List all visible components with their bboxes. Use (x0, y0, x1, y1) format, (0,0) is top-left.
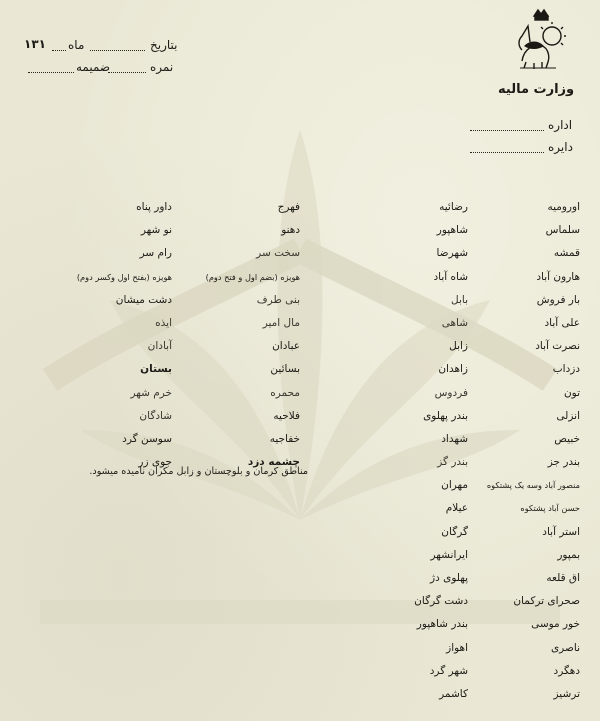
list-item: رام سر (139, 247, 172, 260)
list-item: کاشمر (439, 687, 468, 700)
office-field-line[interactable] (470, 130, 544, 131)
list-item: سخت سر (256, 247, 300, 260)
list-item: مهران (441, 479, 468, 492)
column-1-list (450, 196, 580, 706)
list-item: آبادان (147, 340, 172, 353)
list-item: بندر جز (547, 456, 580, 469)
list-item: خفاجیه (269, 432, 300, 445)
list-item: پهلوی دژ (430, 572, 468, 584)
list-item: هویزه (بفتح اول وکسر دوم) (76, 271, 172, 282)
column-2-list (358, 196, 468, 706)
list-item: مال امیر (262, 316, 300, 329)
list-item: زابل (449, 340, 468, 353)
list-item: دشت گرگان (414, 595, 468, 608)
column-4-list (22, 196, 172, 474)
attachment-label: ضمیمه (76, 60, 111, 74)
list-item: بنی طرف (256, 293, 300, 306)
list-item: بار فروش (536, 293, 580, 306)
list-item: محمره (270, 386, 300, 399)
list-item: عبادان (272, 340, 300, 353)
list-item: تون (563, 386, 580, 399)
list-item: حسن آباد پشتکوه (520, 503, 580, 514)
list-item: فلاحیه (273, 409, 300, 422)
list-item: قمشه (553, 247, 580, 260)
list-item: بندر گز (437, 456, 468, 469)
year-value: ۱۳۱ (24, 37, 46, 51)
attachment-field-line[interactable] (28, 72, 74, 73)
list-item: بستان (140, 363, 172, 376)
month-label: ماه (68, 38, 85, 52)
list-item: سوسن گرد (122, 432, 172, 445)
date-label: بتاریخ (150, 38, 178, 52)
list-item: نصرت آباد (535, 340, 580, 353)
office-label: اداره (548, 118, 573, 132)
list-item: ایرانشهر (430, 548, 468, 561)
number-label: نمره (150, 60, 174, 74)
list-item: هویزه (بضم اول و فتح دوم) (205, 271, 300, 282)
list-item: بندر شاهپور (416, 618, 468, 631)
list-item: اهواز (446, 641, 468, 654)
list-item: دشت میشان (115, 293, 172, 306)
list-item: زاهدان (438, 363, 468, 376)
number-field-line[interactable] (108, 72, 146, 73)
list-item: شهرضا (436, 247, 468, 260)
list-item: شاهپور (436, 224, 468, 237)
lion-and-sun-emblem (512, 6, 570, 74)
list-item: جوی زر (138, 456, 172, 469)
list-item: ترشیز (553, 687, 580, 700)
list-item: هارون آباد (536, 270, 580, 283)
department-label: دایره (548, 140, 573, 154)
column-3-list (170, 196, 300, 474)
list-item: نو شهر (140, 224, 172, 237)
list-item: شهر گرد (429, 664, 468, 677)
list-item: بابل (451, 293, 468, 306)
list-item: بسائین (270, 363, 300, 376)
list-item: فردوس (434, 386, 468, 399)
list-item: خبیص (554, 432, 580, 445)
list-item: چشمه دزد (247, 456, 300, 469)
list-item: انزلی (556, 409, 580, 422)
list-item: خرم شهر (130, 386, 172, 399)
department-field-line[interactable] (470, 152, 544, 153)
list-item: شاهی (441, 316, 468, 329)
list-item: رضائیه (439, 201, 468, 213)
list-item: گرگان (441, 525, 468, 538)
year-field-line[interactable] (52, 50, 66, 51)
list-item: شهداد (441, 432, 468, 445)
list-item: بمپور (557, 548, 580, 561)
list-item: استر آباد (542, 525, 580, 538)
list-item: فهرج (277, 201, 300, 213)
list-item: دهگرد (553, 664, 580, 677)
list-item: علی آباد (544, 316, 580, 329)
list-item: سلماس (545, 224, 580, 237)
date-field-line[interactable] (90, 50, 145, 51)
list-item: داور پناه (136, 201, 172, 213)
list-item: خور موسی (531, 618, 580, 631)
list-item: اورومیه (547, 201, 580, 213)
ministry-title: وزارت مالیه (498, 82, 575, 97)
list-item: شاه آباد (433, 270, 468, 283)
list-item: دزداب (552, 363, 580, 376)
list-item: عیلام (445, 502, 468, 515)
list-item: شادگان (139, 409, 172, 422)
list-item: بندر پهلوی (423, 409, 468, 422)
list-item: اق قلعه (546, 572, 580, 584)
list-item: ناصری (550, 641, 580, 654)
footnote-text: مناطق کرمان و بلوچستان و زابل مکران نامیده میشود. (89, 466, 308, 477)
list-item: صحرای ترکمان (513, 595, 580, 608)
list-item: ایذه (155, 316, 172, 329)
list-item: دهنو (281, 224, 300, 237)
list-item: منصور آباد وسه یک پشتکوه (486, 480, 580, 491)
